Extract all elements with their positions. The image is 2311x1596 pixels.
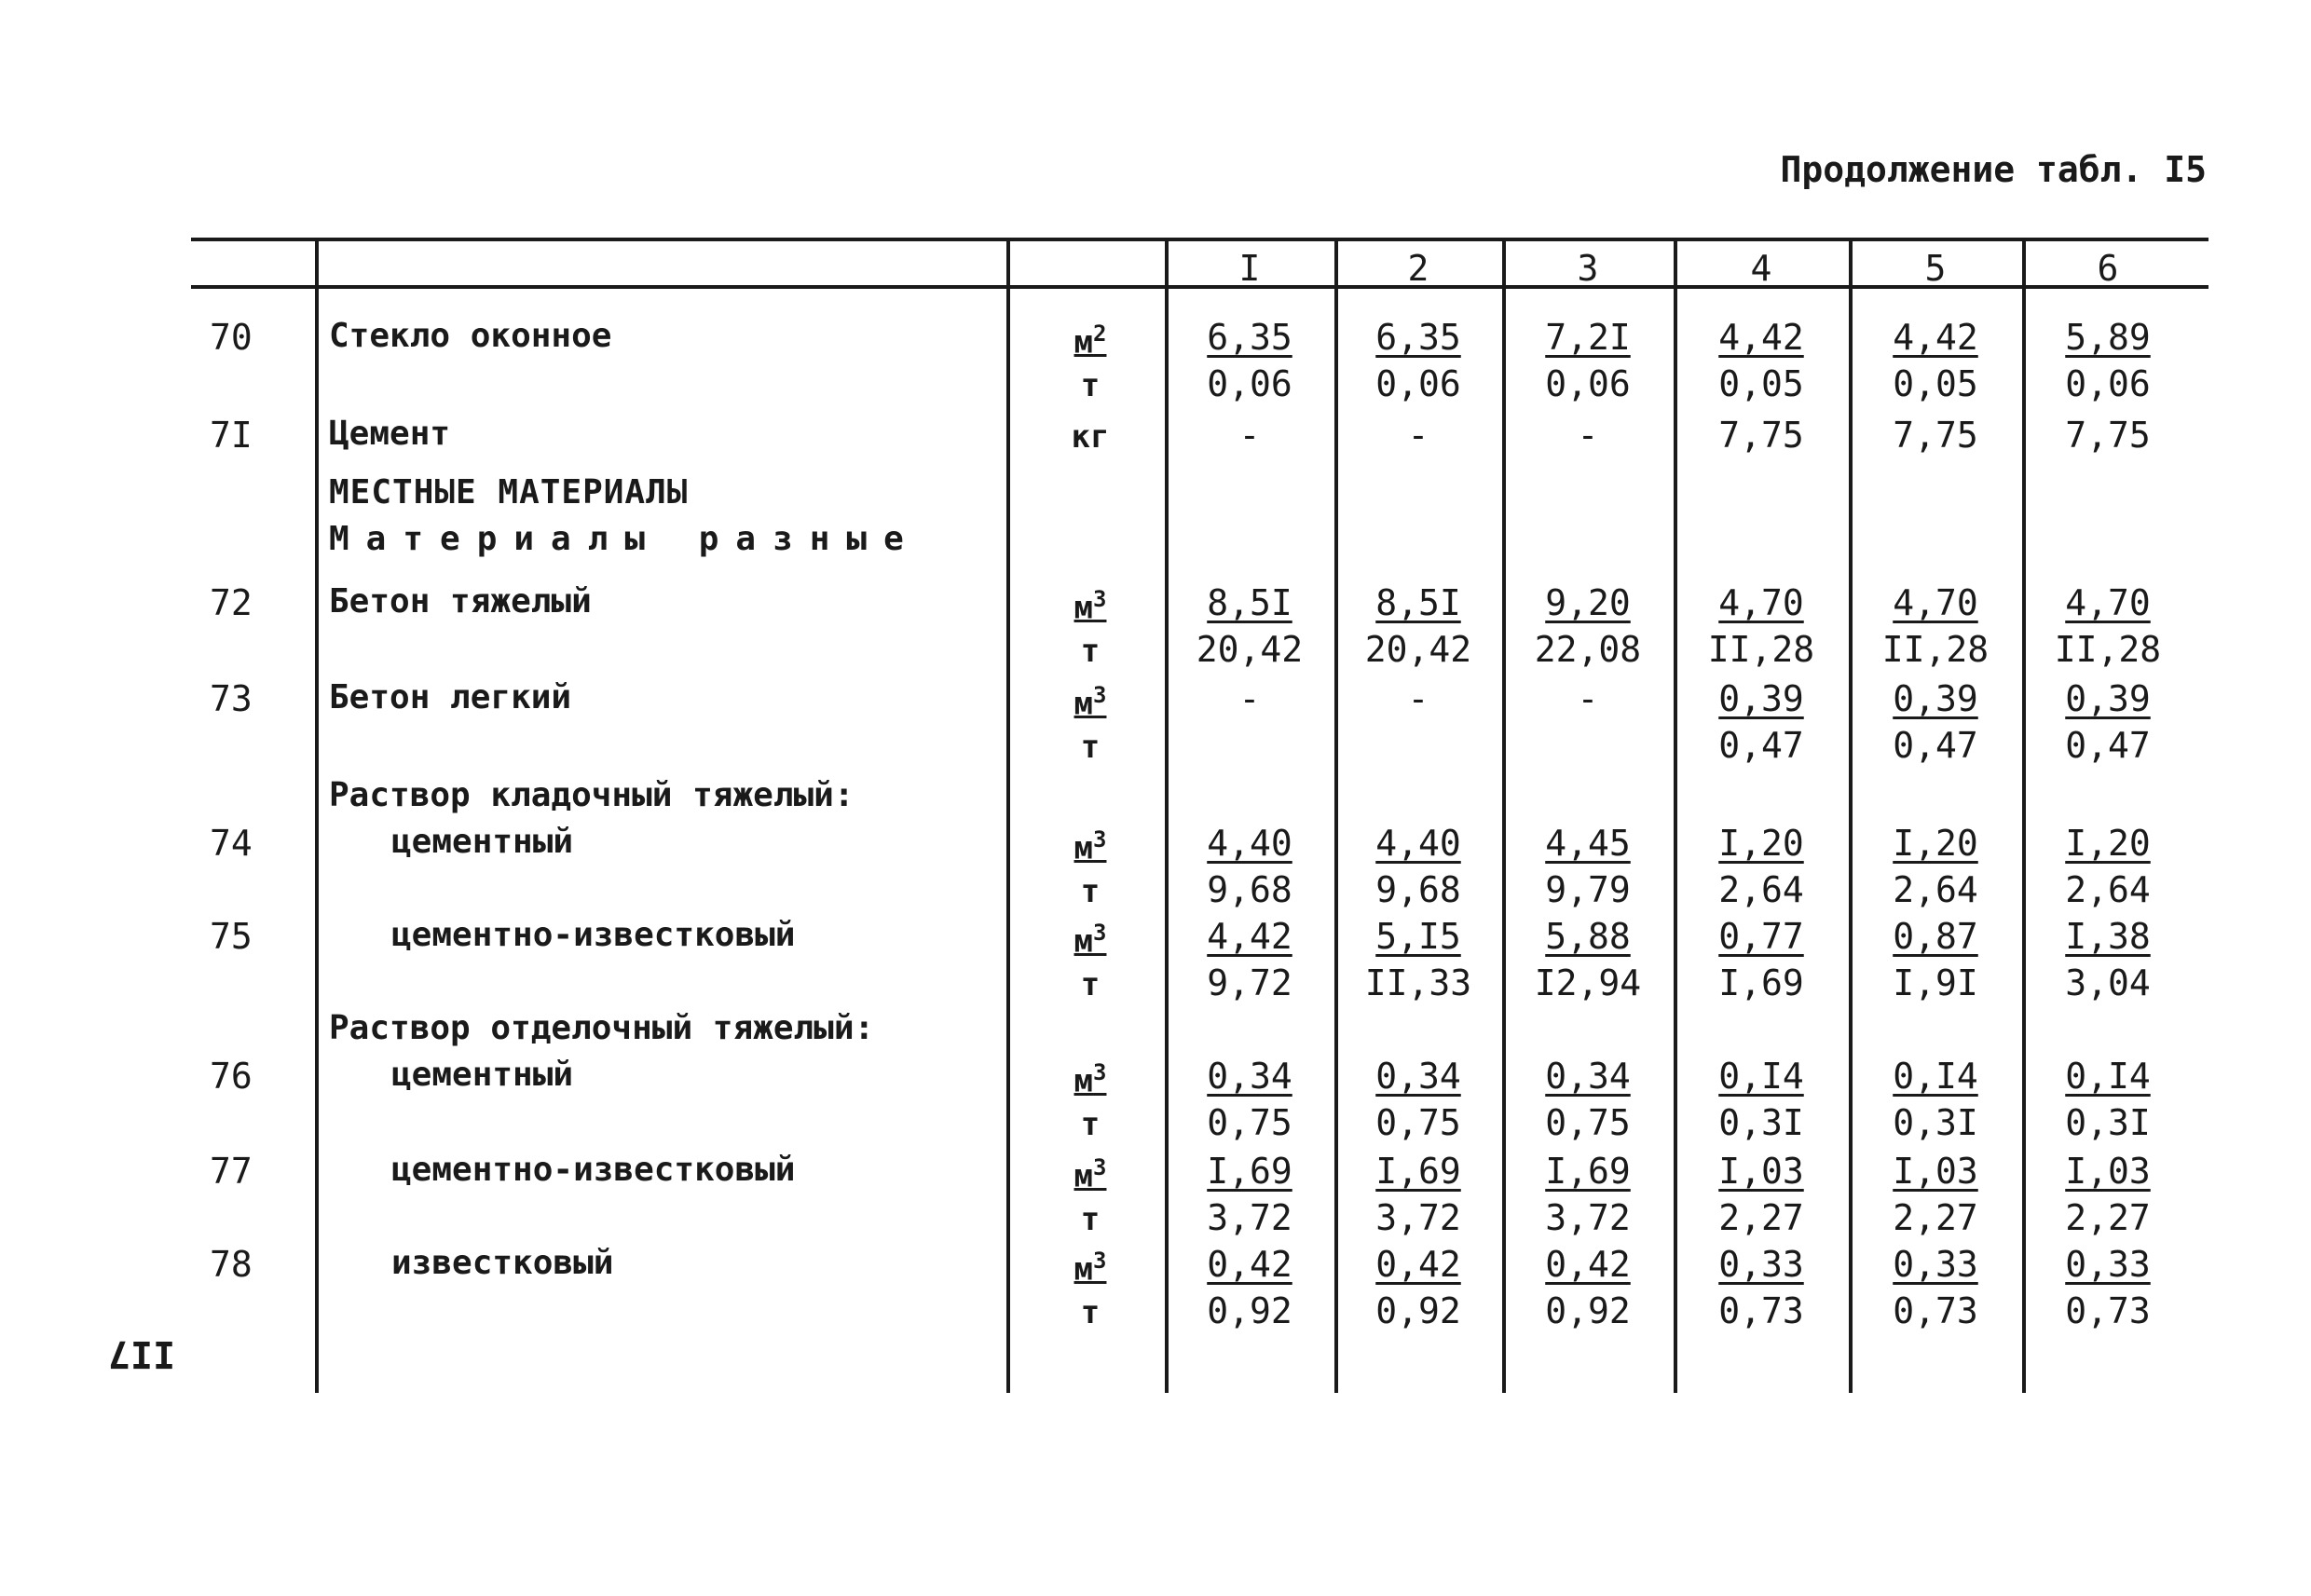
cell-value: I,69 [1545, 1151, 1631, 1192]
cell-value: 0,34 [1375, 1056, 1461, 1097]
cell-value: 3,72 [1545, 1197, 1631, 1238]
col-divider [1006, 238, 1010, 1393]
unit-superscript: 3 [1093, 1059, 1107, 1085]
material-name: Материалы разные [329, 520, 921, 558]
unit-label: т [1080, 1294, 1101, 1331]
unit-label: т [1080, 367, 1101, 404]
cell-value: 4,70 [1718, 582, 1804, 623]
cell-value: 3,72 [1207, 1197, 1292, 1238]
row-number: 78 [210, 1244, 253, 1285]
cell-value: 9,79 [1545, 869, 1631, 910]
cell-value: I,69 [1207, 1151, 1292, 1192]
cell-value: I,20 [2065, 823, 2151, 864]
cell-value: 0,75 [1207, 1102, 1292, 1143]
unit-label: $м^3$ [1073, 682, 1107, 723]
col-divider [1674, 238, 1677, 1393]
unit-label: $м^3$ [1073, 1248, 1107, 1289]
row-number: 70 [210, 317, 253, 358]
row-number: 7I [210, 415, 253, 456]
column-header: 6 [2097, 248, 2119, 289]
cell-value: 0,06 [2065, 363, 2151, 404]
material-name: Раствор кладочный тяжелый: [329, 776, 855, 814]
row-number: 72 [210, 582, 253, 623]
cell-value: 5,88 [1545, 916, 1631, 957]
col-divider [2022, 238, 2026, 1393]
cell-value: 0,42 [1207, 1244, 1292, 1285]
cell-value: 0,47 [1718, 725, 1804, 766]
cell-value: 0,73 [1718, 1290, 1804, 1331]
cell-value: 9,68 [1207, 869, 1292, 910]
cell-value: I,20 [1718, 823, 1804, 864]
unit-label: $м^3$ [1073, 920, 1107, 961]
cell-value: 0,47 [1893, 725, 1978, 766]
col-divider [1849, 238, 1853, 1393]
unit-label: $м^2$ [1073, 321, 1107, 361]
material-name: Раствор отделочный тяжелый: [329, 1009, 875, 1047]
cell-value: I2,94 [1534, 962, 1642, 1003]
cell-value: 0,06 [1545, 363, 1631, 404]
cell-value: 7,75 [1893, 415, 1978, 456]
cell-value: 0,33 [1893, 1244, 1978, 1285]
cell-value: - [1238, 678, 1261, 719]
cell-value: 6,35 [1207, 317, 1292, 358]
cell-value: 0,73 [2065, 1290, 2151, 1331]
cell-value: 2,64 [2065, 869, 2151, 910]
unit-label: т [1080, 1201, 1101, 1238]
unit-label: т [1080, 729, 1101, 766]
cell-value: 0,05 [1718, 363, 1804, 404]
col-divider [1502, 238, 1506, 1393]
cell-value: 20,42 [1364, 629, 1472, 670]
unit-superscript: 3 [1093, 682, 1107, 708]
material-name: МЕСТНЫЕ МАТЕРИАЛЫ [329, 473, 689, 512]
row-number: 76 [210, 1056, 253, 1097]
cell-value: 0,87 [1893, 916, 1978, 957]
cell-value: 0,42 [1545, 1244, 1631, 1285]
cell-value: 2,64 [1718, 869, 1804, 910]
cell-value: - [1407, 415, 1429, 456]
unit-label: $м^3$ [1073, 1154, 1107, 1195]
cell-value: 8,5I [1207, 582, 1292, 623]
row-number: 75 [210, 916, 253, 957]
cell-value: 4,70 [2065, 582, 2151, 623]
unit-label: $м^3$ [1073, 586, 1107, 627]
cell-value: II,28 [1881, 629, 1990, 670]
column-header: 3 [1577, 248, 1599, 289]
cell-value: 0,3I [2065, 1102, 2151, 1143]
cell-value: 0,92 [1207, 1290, 1292, 1331]
cell-value: I,20 [1893, 823, 1978, 864]
cell-value: 7,75 [2065, 415, 2151, 456]
cell-value: 2,27 [2065, 1197, 2151, 1238]
cell-value: 4,40 [1207, 823, 1292, 864]
cell-value: 4,42 [1207, 916, 1292, 957]
cell-value: 0,73 [1893, 1290, 1978, 1331]
cell-value: I,9I [1893, 962, 1978, 1003]
col-divider [1334, 238, 1338, 1393]
cell-value: 0,3I [1893, 1102, 1978, 1143]
cell-value: 5,I5 [1375, 916, 1461, 957]
unit-label: т [1080, 966, 1101, 1003]
cell-value: 0,92 [1375, 1290, 1461, 1331]
material-name: Цемент [329, 415, 451, 453]
cell-value: 0,42 [1375, 1244, 1461, 1285]
col-divider [1165, 238, 1169, 1393]
cell-value: 0,47 [2065, 725, 2151, 766]
cell-value: 4,42 [1893, 317, 1978, 358]
cell-value: 0,I4 [1893, 1056, 1978, 1097]
unit-label: $м^3$ [1073, 1059, 1107, 1100]
cell-value: 0,39 [1893, 678, 1978, 719]
cell-value: 9,72 [1207, 962, 1292, 1003]
column-header: 4 [1750, 248, 1772, 289]
row-number: 74 [210, 823, 253, 864]
cell-value: 5,89 [2065, 317, 2151, 358]
cell-value: 0,75 [1375, 1102, 1461, 1143]
column-header: 5 [1924, 248, 1947, 289]
unit-superscript: 3 [1093, 1154, 1107, 1180]
cell-value: - [1577, 678, 1599, 719]
material-name: Бетон тяжелый [329, 582, 592, 621]
cell-value: II,33 [1364, 962, 1472, 1003]
cell-value: 0,06 [1207, 363, 1292, 404]
cell-value: 0,I4 [2065, 1056, 2151, 1097]
cell-value: - [1407, 678, 1429, 719]
cell-value: 6,35 [1375, 317, 1461, 358]
cell-value: 7,75 [1718, 415, 1804, 456]
cell-value: I,03 [1718, 1151, 1804, 1192]
material-name: цементно-известковый [391, 916, 796, 954]
cell-value: 4,40 [1375, 823, 1461, 864]
cell-value: I,38 [2065, 916, 2151, 957]
cell-value: 7,2I [1545, 317, 1631, 358]
cell-value: I,03 [1893, 1151, 1978, 1192]
page-number: II7 [107, 1332, 176, 1375]
cell-value: 0,33 [1718, 1244, 1804, 1285]
column-header: I [1238, 248, 1261, 289]
cell-value: I,69 [1375, 1151, 1461, 1192]
material-name: цементный [391, 1056, 574, 1094]
cell-value: 0,33 [2065, 1244, 2151, 1285]
material-name: Стекло оконное [329, 317, 612, 355]
cell-value: 2,27 [1893, 1197, 1978, 1238]
cell-value: 0,39 [1718, 678, 1804, 719]
cell-value: 9,20 [1545, 582, 1631, 623]
cell-value: 0,75 [1545, 1102, 1631, 1143]
cell-value: 0,77 [1718, 916, 1804, 957]
cell-value: - [1238, 415, 1261, 456]
unit-label: т [1080, 633, 1101, 670]
col-divider [315, 238, 319, 1393]
cell-value: 2,64 [1893, 869, 1978, 910]
cell-value: 0,34 [1207, 1056, 1292, 1097]
unit-label: т [1080, 873, 1101, 910]
unit-superscript: 2 [1093, 321, 1107, 347]
table-caption: Продолжение табл. I5 [1780, 149, 2207, 190]
cell-value: 4,45 [1545, 823, 1631, 864]
material-name: Бетон легкий [329, 678, 572, 716]
cell-value: 0,3I [1718, 1102, 1804, 1143]
row-number: 73 [210, 678, 253, 719]
cell-value: II,28 [2054, 629, 2162, 670]
cell-value: 4,70 [1893, 582, 1978, 623]
cell-value: I,69 [1718, 962, 1804, 1003]
cell-value: 8,5I [1375, 582, 1461, 623]
cell-value: 0,39 [2065, 678, 2151, 719]
cell-value: 20,42 [1196, 629, 1304, 670]
unit-label: т [1080, 1106, 1101, 1143]
cell-value: I,03 [2065, 1151, 2151, 1192]
cell-value: 0,06 [1375, 363, 1461, 404]
cell-value: 3,04 [2065, 962, 2151, 1003]
unit-superscript: 3 [1093, 1248, 1107, 1274]
material-name: цементно-известковый [391, 1151, 796, 1189]
cell-value: 4,42 [1718, 317, 1804, 358]
material-name: известковый [391, 1244, 614, 1282]
cell-value: - [1577, 415, 1599, 456]
cell-value: 2,27 [1718, 1197, 1804, 1238]
unit-superscript: 3 [1093, 586, 1107, 612]
unit-label: $м^3$ [1073, 826, 1107, 867]
material-name: цементный [391, 823, 574, 861]
cell-value: 0,34 [1545, 1056, 1631, 1097]
cell-value: 22,08 [1534, 629, 1642, 670]
unit-superscript: 3 [1093, 826, 1107, 853]
cell-value: 0,I4 [1718, 1056, 1804, 1097]
unit-superscript: 3 [1093, 920, 1107, 946]
cell-value: II,28 [1707, 629, 1815, 670]
cell-value: 0,92 [1545, 1290, 1631, 1331]
table-top-rule [191, 238, 2208, 241]
cell-value: 0,05 [1893, 363, 1978, 404]
column-header: 2 [1407, 248, 1429, 289]
unit-label: кг [1071, 418, 1110, 456]
cell-value: 9,68 [1375, 869, 1461, 910]
cell-value: 3,72 [1375, 1197, 1461, 1238]
row-number: 77 [210, 1151, 253, 1192]
